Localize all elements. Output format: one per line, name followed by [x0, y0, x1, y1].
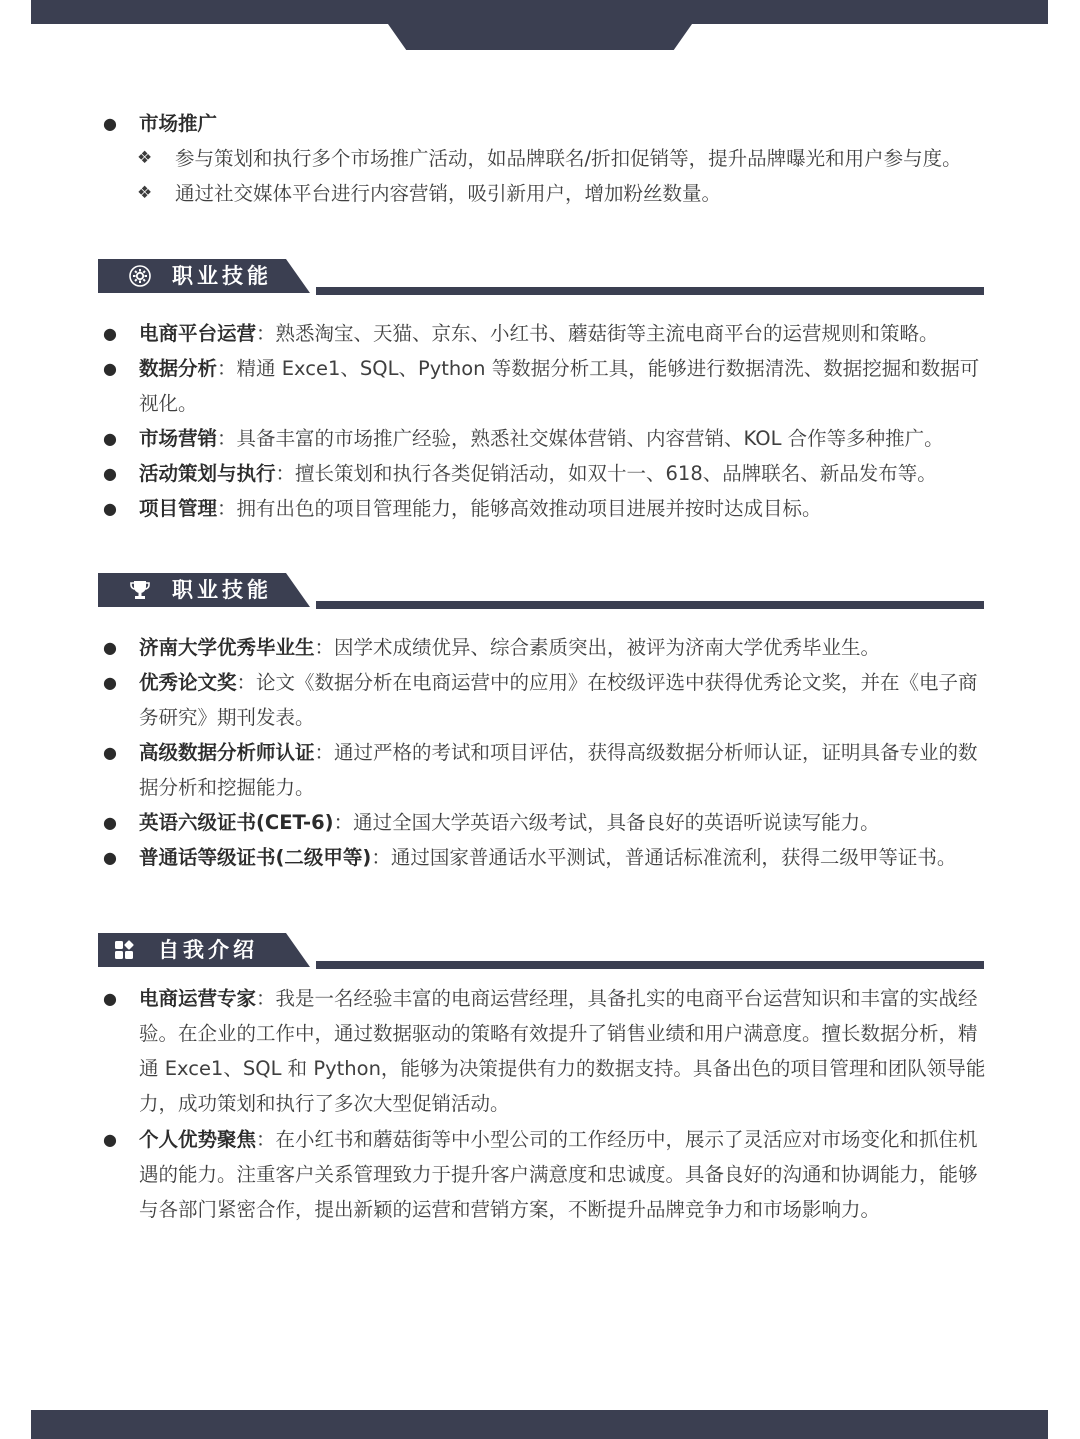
grid-icon [112, 938, 136, 962]
item-text: ：在小红书和蘑菇街等中小型公司的工作经历中，展示了灵活应对市场变化和抓住机遇的能力。注重客户关系管理致力于提升客户满意度和忠诚度。具备良好的沟通和协调能力，能够与各部门紧密合作，提出新颖的运营和营销方案，不断提升品牌竞争力和市场影响力。 [139, 1128, 978, 1221]
bullet-icon: ● [103, 743, 117, 762]
list-item [103, 805, 989, 840]
list-item [103, 981, 989, 1121]
item-title: 高级数据分析师认证 [139, 741, 315, 764]
section-rule [316, 287, 984, 295]
list-item [103, 456, 989, 491]
list-item [103, 351, 989, 421]
item-title: 济南大学优秀毕业生 [139, 636, 315, 659]
bullet-icon: ● [103, 429, 117, 448]
sub-item-text: 参与策划和执行多个市场推广活动，如品牌联名/折扣促销等，提升品牌曝光和用户参与度。 [175, 147, 962, 170]
item-title: 电商运营专家 [139, 987, 257, 1010]
item-title: 市场营销 [139, 427, 218, 450]
item-title: 数据分析 [139, 357, 218, 380]
item-title: 个人优势聚焦 [139, 1128, 257, 1151]
bullet-icon: ● [103, 114, 117, 133]
bullet-icon: ● [103, 464, 117, 483]
item-title: 普通话等级证书(二级甲等) [139, 846, 372, 869]
bottom-decor-bar [31, 1410, 1048, 1439]
item-title: 英语六级证书(CET-6) [139, 811, 334, 834]
diamond-bullet-icon: ❖ [137, 148, 153, 168]
diamond-bullet-icon: ❖ [137, 183, 153, 203]
item-text: ：论文《数据分析在电商运营中的应用》在校级评选中获得优秀论文奖，并在《电子商务研究》期刊发表。 [139, 671, 978, 729]
item-text: ：我是一名经验丰富的电商运营经理，具备扎实的电商平台运营知识和丰富的实战经验。在企业的工作中，通过数据驱动的策略有效提升了销售业绩和用户满意度。擅长数据分析，精通 Exce1、SQL 和 Python，能够为决策提供有力的数据支持。具备出色的项目管理和团队领导能力，成功策划和执行了多次大型促销活动。 [139, 987, 986, 1115]
sub-item [137, 176, 995, 211]
section-header-intro [98, 933, 984, 981]
top-decor-bar [31, 0, 1048, 24]
item-text: ：因学术成绩优异、综合素质突出，被评为济南大学优秀毕业生。 [314, 636, 881, 659]
item-text: ：熟悉淘宝、天猫、京东、小红书、蘑菇街等主流电商平台的运营规则和策略。 [256, 322, 939, 345]
list-item [103, 316, 989, 351]
bullet-icon: ● [103, 989, 117, 1008]
sub-item-text: 通过社交媒体平台进行内容营销，吸引新用户，增加粉丝数量。 [175, 182, 722, 205]
item-text: ：通过国家普通话水平测试，普通话标准流利，获得二级甲等证书。 [371, 846, 957, 869]
item-title: 项目管理 [139, 497, 218, 520]
item-text: ：具备丰富的市场推广经验，熟悉社交媒体营销、内容营销、KOL 合作等多种推广。 [217, 427, 944, 450]
list-item [103, 421, 989, 456]
list-item [103, 840, 989, 875]
list-item [103, 665, 989, 735]
bullet-icon: ● [103, 324, 117, 343]
bullet-icon: ● [103, 848, 117, 867]
list-item [103, 1122, 989, 1227]
item-title: 电商平台运营 [139, 322, 257, 345]
section-title: 职业技能 [172, 264, 272, 288]
bullet-icon: ● [103, 673, 117, 692]
item-text: ：通过全国大学英语六级考试，具备良好的英语听说读写能力。 [333, 811, 880, 834]
item-text: ：通过严格的考试和项目评估，获得高级数据分析师认证，证明具备专业的数据分析和挖掘能力。 [139, 741, 978, 799]
bullet-icon: ● [103, 813, 117, 832]
item-text: ：拥有出色的项目管理能力，能够高效推动项目进展并按时达成目标。 [217, 497, 822, 520]
bullet-icon: ● [103, 499, 117, 518]
list-item [103, 630, 989, 665]
item-text: ：精通 Exce1、SQL、Python 等数据分析工具，能够进行数据清洗、数据挖掘和数据可视化。 [139, 357, 980, 415]
bullet-icon: ● [103, 359, 117, 378]
list-item [103, 735, 989, 805]
bullet-icon: ● [103, 638, 117, 657]
top-decor-tab [388, 24, 692, 50]
item-title: 市场推广 [139, 112, 218, 135]
section-title: 职业技能 [172, 578, 272, 602]
trophy-icon [128, 578, 152, 602]
item-title: 优秀论文奖 [139, 671, 237, 694]
list-item-marketing [103, 106, 989, 141]
sub-item [137, 141, 995, 176]
section-header-skills [98, 259, 984, 307]
section-rule [316, 961, 984, 969]
gear-icon [128, 264, 152, 288]
item-text: ：擅长策划和执行各类促销活动，如双十一、618、品牌联名、新品发布等。 [275, 462, 937, 485]
section-title: 自我介绍 [158, 938, 258, 962]
section-rule [316, 601, 984, 609]
section-header-awards [98, 573, 984, 621]
bullet-icon: ● [103, 1130, 117, 1149]
item-title: 活动策划与执行 [139, 462, 276, 485]
list-item [103, 491, 989, 526]
